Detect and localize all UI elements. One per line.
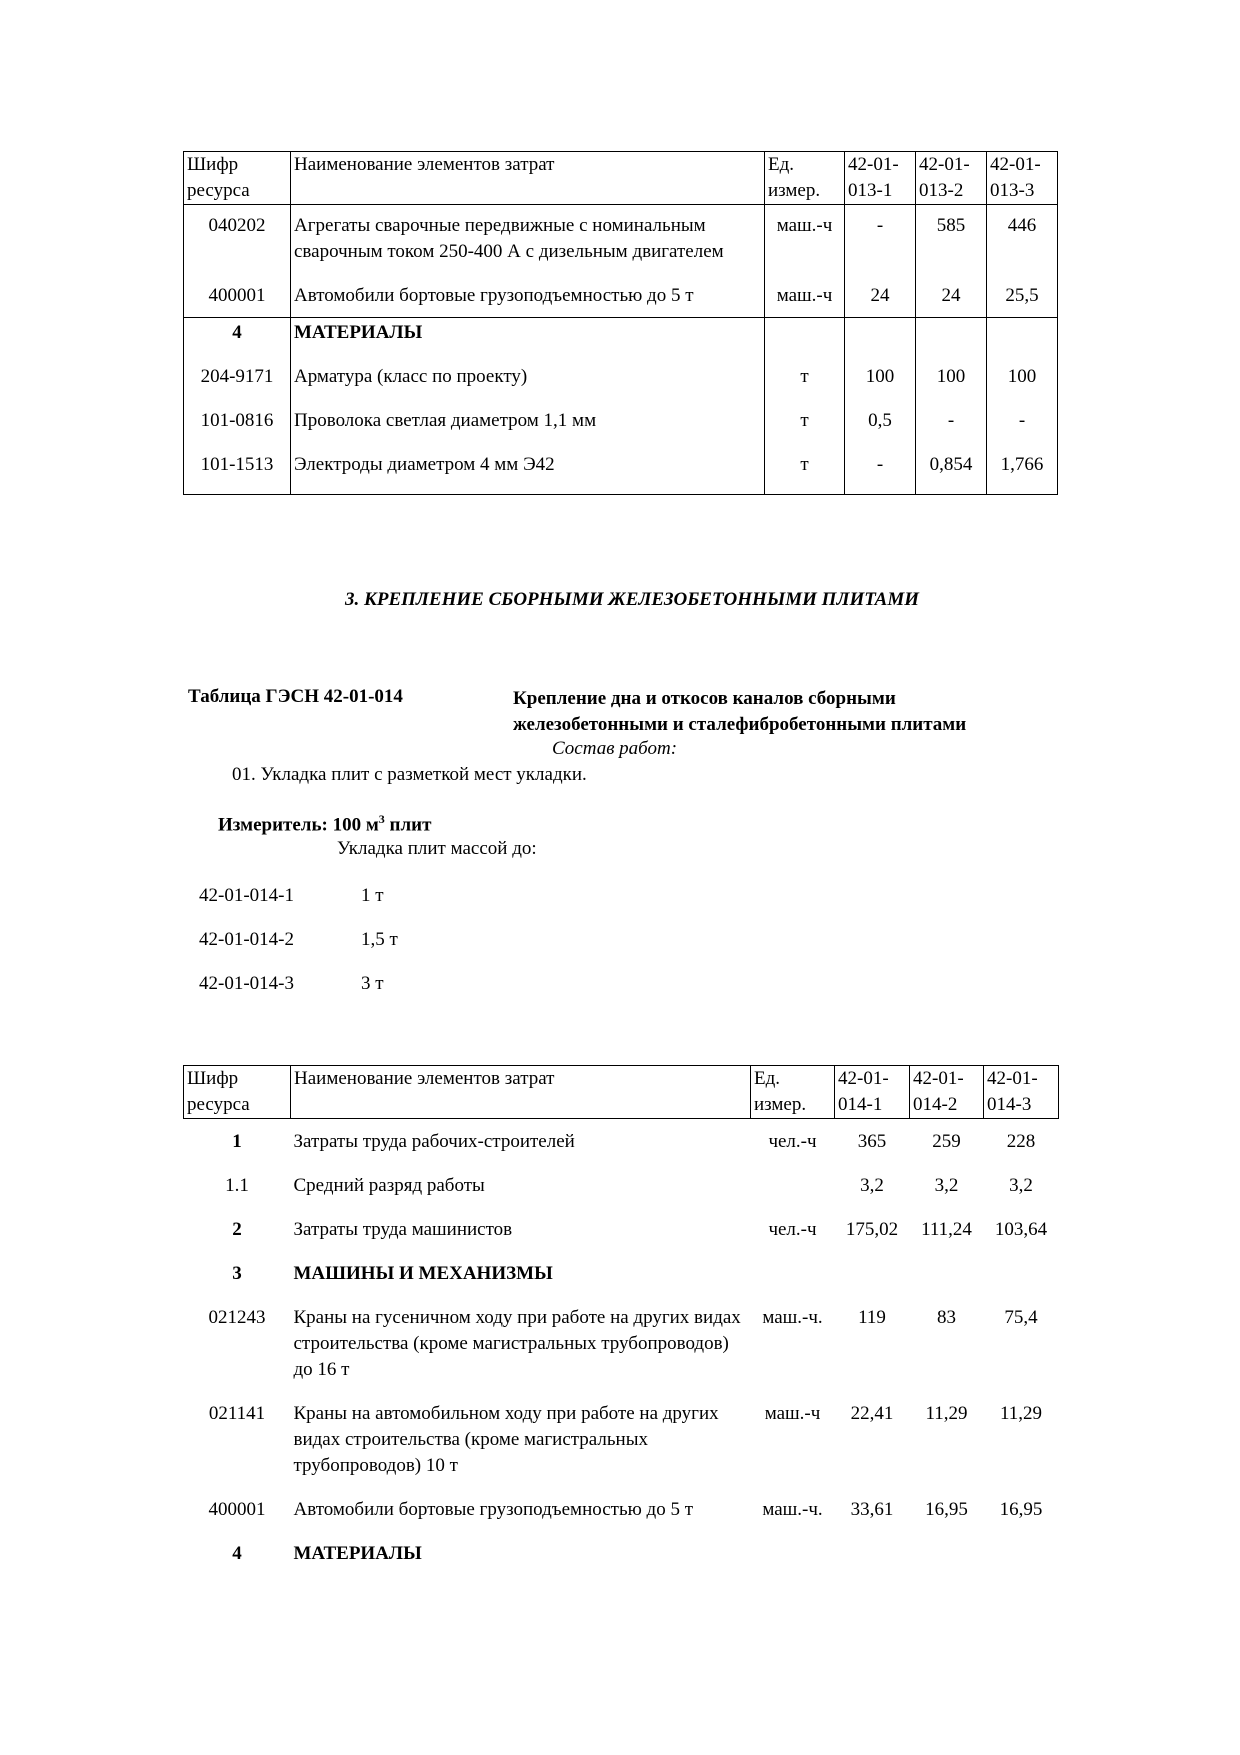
header-col2: 42-01-014-2	[910, 1066, 984, 1119]
row-value-1: 100	[845, 364, 916, 390]
variant-code: 42-01-014-3	[199, 973, 294, 994]
row-value-3: 228	[1006, 1131, 1036, 1152]
variant-code: 42-01-014-2	[199, 929, 294, 950]
header-col1: 42-01-013-1	[845, 152, 916, 205]
row-code: 021141	[208, 1403, 266, 1424]
row-value-2: 3,2	[934, 1175, 959, 1196]
row-code: 204-9171	[184, 364, 291, 390]
table-row	[184, 1541, 1059, 1567]
row-value-2	[910, 1261, 984, 1287]
table-row	[184, 283, 1058, 318]
table-row	[184, 213, 1058, 265]
table-row	[184, 1217, 1059, 1243]
row-value-3: 100	[987, 364, 1058, 390]
header-unit: Ед. измер.	[765, 152, 845, 205]
row-value-2	[910, 1541, 984, 1567]
row-name: Электроды диаметром 4 мм Э42	[291, 452, 765, 495]
header-col3: 42-01-014-3	[984, 1066, 1059, 1119]
row-code: 101-0816	[184, 408, 291, 434]
variant-value: 1 т	[361, 885, 384, 906]
row-code: 1.1	[225, 1175, 249, 1196]
resource-table-014	[183, 1065, 1059, 1567]
row-name: Средний разряд работы	[293, 1175, 485, 1196]
row-value-3: 11,29	[999, 1403, 1043, 1424]
row-unit: маш.-ч	[765, 213, 845, 265]
table-row	[184, 1305, 1059, 1383]
table-row	[184, 364, 1058, 390]
row-value-3	[984, 1261, 1059, 1287]
row-code: 101-1513	[184, 452, 291, 495]
row-code: 400001	[184, 283, 291, 318]
table-label: Таблица ГЭСН 42-01-014	[188, 686, 403, 707]
row-unit: маш.-ч.	[762, 1499, 823, 1520]
table-row	[184, 1173, 1059, 1199]
row-value-2: 24	[916, 283, 987, 318]
table-header-row	[184, 152, 1058, 205]
row-value-3: 3,2	[1009, 1175, 1033, 1196]
row-unit	[751, 1261, 835, 1287]
variant-value: 3 т	[361, 973, 384, 994]
header-col1: 42-01-014-1	[835, 1066, 910, 1119]
table-header-row	[184, 1066, 1059, 1119]
row-code: 4	[232, 1543, 242, 1564]
row-value-1: 175,02	[845, 1219, 899, 1240]
row-code: 2	[232, 1219, 242, 1240]
row-value-1	[845, 318, 916, 347]
row-value-2: 111,24	[921, 1219, 972, 1240]
row-unit	[765, 318, 845, 347]
row-code: 4	[184, 318, 291, 347]
header-col3: 42-01-013-3	[987, 152, 1058, 205]
row-unit	[751, 1173, 835, 1199]
measure-sup: 3	[378, 812, 385, 826]
row-value-1: 3,2	[860, 1175, 884, 1196]
row-value-3: 25,5	[987, 283, 1058, 318]
measure-prefix: Измеритель: 100 м	[218, 814, 379, 836]
table-title-line-1: Крепление дна и откосов каналов сборными	[513, 688, 896, 709]
measure-unit	[218, 812, 431, 836]
section-title: 3. КРЕПЛЕНИЕ СБОРНЫМИ ЖЕЛЕЗОБЕТОННЫМИ ПЛИТАМИ	[344, 589, 920, 610]
row-value-1: 365	[857, 1131, 887, 1152]
row-value-2: 259	[932, 1131, 961, 1152]
row-value-3	[987, 318, 1058, 347]
composition-label: Состав работ:	[552, 738, 678, 759]
row-name: Затраты труда машинистов	[293, 1219, 513, 1240]
row-name: МАТЕРИАЛЫ	[291, 318, 765, 347]
row-value-3	[984, 1541, 1059, 1567]
row-unit: маш.-ч.	[762, 1307, 823, 1328]
row-value-2: 100	[916, 364, 987, 390]
row-code: 1	[232, 1131, 242, 1152]
row-unit: маш.-ч	[765, 283, 845, 318]
row-value-2: -	[916, 408, 987, 434]
row-unit: маш.-ч	[764, 1403, 821, 1424]
row-value-3: 446	[987, 213, 1058, 265]
row-name: Арматура (класс по проекту)	[291, 364, 765, 390]
row-unit: чел.-ч	[768, 1131, 817, 1152]
row-name: Автомобили бортовые грузоподъемностью до 5 т	[293, 1499, 694, 1520]
table-row	[184, 408, 1058, 434]
header-name: Наименование элементов затрат	[291, 1066, 751, 1119]
row-value-2: 83	[937, 1307, 956, 1328]
row-unit: т	[765, 364, 845, 390]
row-name: Автомобили бортовые грузоподъемностью до 5 т	[291, 283, 765, 318]
resource-table-013	[183, 151, 1058, 495]
row-value-1: 119	[858, 1307, 886, 1328]
row-name: МАТЕРИАЛЫ	[293, 1543, 422, 1564]
row-value-1: -	[845, 452, 916, 495]
table-row	[184, 1401, 1059, 1479]
row-value-1: -	[845, 213, 916, 265]
header-unit: Ед. измер.	[751, 1066, 835, 1119]
row-name: Краны на гусеничном ходу при работе на других видах строительства (кроме магистральных трубопроводов) до 16 т	[293, 1307, 741, 1380]
row-name: Агрегаты сварочные передвижные с номинальным сварочным током 250-400 А с дизельным двигателем	[291, 213, 765, 265]
row-value-1	[835, 1541, 910, 1567]
header-col2: 42-01-013-2	[916, 152, 987, 205]
variant-value: 1,5 т	[361, 929, 398, 950]
row-name: Затраты труда рабочих-строителей	[293, 1131, 575, 1152]
table-row	[184, 1129, 1059, 1155]
row-value-2: 585	[916, 213, 987, 265]
row-value-3: 103,64	[994, 1219, 1048, 1240]
header-code: Шифр ресурса	[184, 152, 291, 205]
row-code: 040202	[184, 213, 291, 265]
row-name: МАШИНЫ И МЕХАНИЗМЫ	[293, 1263, 553, 1284]
laying-intro: Укладка плит массой до:	[337, 838, 537, 859]
row-value-1: 24	[845, 283, 916, 318]
table-row	[184, 318, 1058, 347]
row-unit: чел.-ч	[768, 1219, 817, 1240]
table-row	[184, 1497, 1059, 1523]
row-value-2: 0,854	[916, 452, 987, 495]
table-row	[184, 1261, 1059, 1287]
row-value-1: 0,5	[845, 408, 916, 434]
header-code: Шифр ресурса	[184, 1066, 291, 1119]
variant-code: 42-01-014-1	[199, 885, 294, 906]
row-value-1	[835, 1261, 910, 1287]
row-name: Краны на автомобильном ходу при работе на других видах строительства (кроме магистральных трубопроводов) 10 т	[293, 1403, 719, 1476]
row-code: 400001	[208, 1499, 266, 1520]
table-row	[184, 452, 1058, 495]
row-value-3: 1,766	[987, 452, 1058, 495]
composition-item: 01. Укладка плит с разметкой мест укладки.	[232, 764, 587, 785]
row-value-2: 11,29	[925, 1403, 968, 1424]
row-unit	[751, 1541, 835, 1567]
row-unit: т	[765, 452, 845, 495]
row-value-2: 16,95	[925, 1499, 968, 1520]
table-title-line-2: железобетонными и сталефибробетонными плитами	[513, 714, 967, 735]
row-unit: т	[765, 408, 845, 434]
measure-suffix: плит	[384, 814, 432, 836]
header-name: Наименование элементов затрат	[291, 152, 765, 205]
row-value-1: 33,61	[850, 1499, 894, 1520]
row-value-1: 22,41	[850, 1403, 894, 1424]
table-title	[513, 686, 966, 738]
row-value-3: -	[987, 408, 1058, 434]
row-name: Проволока светлая диаметром 1,1 мм	[291, 408, 765, 434]
row-code: 3	[232, 1263, 242, 1284]
row-code: 021243	[208, 1307, 266, 1328]
row-value-3: 16,95	[999, 1499, 1043, 1520]
row-value-3: 75,4	[1004, 1307, 1038, 1328]
row-value-2	[916, 318, 987, 347]
